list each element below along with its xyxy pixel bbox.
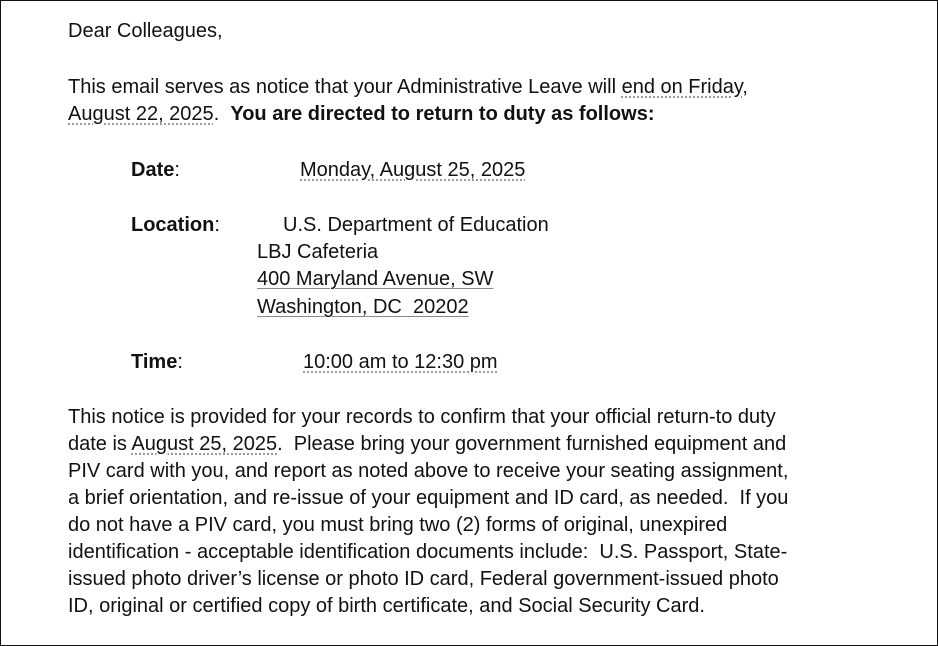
- notice-line-4: a brief orientation, and re-issue of your equipment and ID card, as needed. If you: [68, 487, 789, 509]
- date-label: Date: [131, 159, 175, 181]
- location-line-4: Washington, DC 20202: [257, 296, 469, 318]
- time-label-group: [131, 349, 183, 376]
- notice-line-3: PIV card with you, and report as noted above to receive your seating assignment,: [68, 460, 789, 482]
- notice-line-5: do not have a PIV card, you must bring two (2) forms of original, unexpired: [68, 514, 728, 536]
- intro-line-2: [68, 101, 654, 128]
- greeting: Dear Colleagues,: [68, 20, 223, 42]
- directive: You are directed to return to duty as follows:: [230, 103, 655, 125]
- location-line-2: LBJ Cafeteria: [257, 241, 379, 263]
- notice-line-6: identification - acceptable identification documents include: U.S. Passport, State-: [68, 541, 788, 563]
- intro-line-1: [68, 74, 748, 101]
- return-date: August 25, 2025: [131, 433, 278, 455]
- date-value: Monday, August 25, 2025: [300, 159, 526, 181]
- notice-line-1: This notice is provided for your records to confirm that your official return-to duty: [68, 406, 776, 428]
- date-label-group: [131, 157, 180, 184]
- notice-line-2: [68, 431, 786, 458]
- location-line-1: U.S. Department of Education: [283, 214, 549, 236]
- intro-period: .: [213, 103, 231, 125]
- notice-line-7: issued photo driver’s license or photo ID card, Federal government-issued photo: [68, 568, 779, 590]
- notice-text-cont: . Please bring your government furnished equipment and: [277, 433, 787, 455]
- intro-text: This email serves as notice that your Administrative Leave will: [68, 76, 622, 98]
- end-phrase: end on Friday: [621, 76, 743, 98]
- location-line-3: 400 Maryland Avenue, SW: [257, 268, 494, 290]
- time-colon: :: [177, 351, 183, 373]
- time-label: Time: [131, 351, 178, 373]
- notice-line-8: ID, original or certified copy of birth certificate, and Social Security Card.: [68, 595, 705, 617]
- location-label-group: [131, 212, 220, 239]
- date-colon: :: [174, 159, 180, 181]
- end-date: August 22, 2025: [68, 103, 214, 125]
- notice-text: date is: [68, 433, 132, 455]
- location-colon: :: [214, 214, 220, 236]
- time-value: 10:00 am to 12:30 pm: [303, 351, 498, 373]
- location-label: Location: [131, 214, 215, 236]
- intro-comma: ,: [742, 76, 748, 98]
